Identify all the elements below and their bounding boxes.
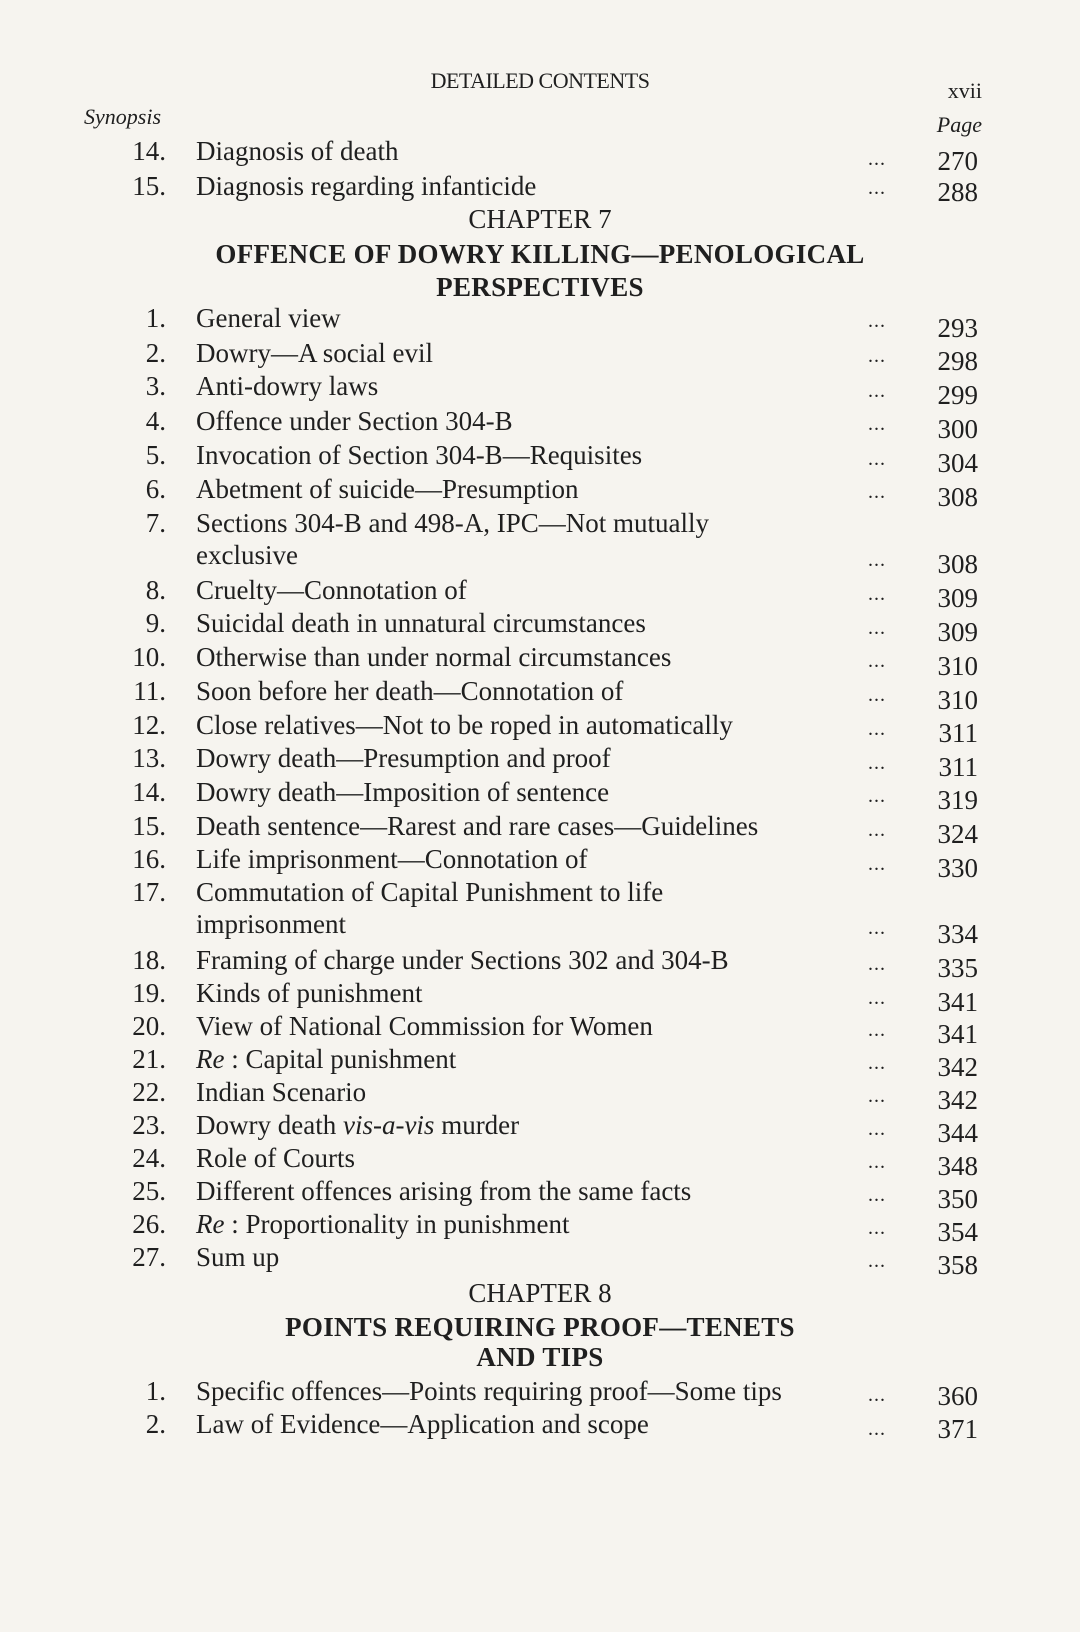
entry-number: 16. bbox=[132, 844, 166, 874]
entry-title: Anti-dowry laws bbox=[196, 371, 379, 401]
leader-dots: ... bbox=[868, 917, 886, 939]
entry-title: Life imprisonment—Connotation of bbox=[196, 844, 588, 874]
entry-title: Offence under Section 304-B bbox=[196, 406, 513, 436]
entry-number: 5. bbox=[145, 440, 166, 470]
entry-title: Role of Courts bbox=[196, 1143, 355, 1173]
entry-number: 19. bbox=[132, 978, 166, 1008]
entry-page: 293 bbox=[937, 313, 978, 343]
entry-title-text: : Capital punishment bbox=[224, 1044, 457, 1074]
entry-page: 300 bbox=[937, 414, 978, 444]
chapter-title-line1: POINTS REQUIRING PROOF—TENETS bbox=[285, 1312, 795, 1342]
entry-page: 334 bbox=[937, 919, 978, 949]
entry-title-continued: exclusive bbox=[196, 540, 298, 570]
entry-title: Cruelty—Connotation of bbox=[196, 575, 467, 605]
entry-page: 299 bbox=[937, 380, 978, 410]
leader-dots: ... bbox=[868, 1052, 886, 1074]
entry-page: 371 bbox=[937, 1414, 978, 1444]
entry-page: 335 bbox=[937, 953, 978, 983]
entry-title-continued: imprisonment bbox=[196, 909, 346, 939]
entry-page: 308 bbox=[937, 482, 978, 512]
entry-page: 309 bbox=[937, 583, 978, 613]
entry-page: 310 bbox=[937, 651, 978, 681]
entry-number: 6. bbox=[145, 474, 166, 504]
entry-title: Otherwise than under normal circumstances bbox=[196, 642, 672, 672]
entry-title-text: : Proportionality in punishment bbox=[224, 1209, 570, 1239]
leader-dots: ... bbox=[868, 177, 886, 199]
entry-number: 13. bbox=[132, 743, 166, 773]
entry-title: Diagnosis regarding infanticide bbox=[196, 171, 537, 201]
entry-number: 25. bbox=[132, 1176, 166, 1206]
entry-title bbox=[196, 1043, 456, 1075]
entry-number: 7. bbox=[145, 508, 166, 538]
leader-dots: ... bbox=[868, 853, 886, 875]
chapter-title-line2: AND TIPS bbox=[476, 1342, 604, 1372]
leader-dots: ... bbox=[868, 785, 886, 807]
entry-title: Dowry death—Presumption and proof bbox=[196, 743, 611, 773]
leader-dots: ... bbox=[868, 413, 886, 435]
entry-number: 8. bbox=[145, 575, 166, 605]
entry-page: 341 bbox=[937, 987, 978, 1017]
entry-page: 350 bbox=[937, 1184, 978, 1214]
entry-number: 23. bbox=[132, 1110, 166, 1140]
entry-number: 22. bbox=[132, 1077, 166, 1107]
re-italic: Re bbox=[196, 1044, 225, 1074]
entry-page: 342 bbox=[937, 1085, 978, 1115]
entry-page: 360 bbox=[937, 1381, 978, 1411]
entry-number: 12. bbox=[132, 710, 166, 740]
entry-title: Close relatives—Not to be roped in automatically bbox=[196, 710, 733, 740]
entry-title-text: Dowry death bbox=[196, 1110, 343, 1140]
entry-page: 270 bbox=[937, 146, 978, 176]
leader-dots: ... bbox=[868, 345, 886, 367]
leader-dots: ... bbox=[868, 1019, 886, 1041]
entry-page: 348 bbox=[937, 1151, 978, 1181]
entry-title: Dowry death—Imposition of sentence bbox=[196, 777, 610, 807]
entry-page: 354 bbox=[937, 1217, 978, 1247]
entry-page: 342 bbox=[937, 1052, 978, 1082]
entry-title: Death sentence—Rarest and rare cases—Guidelines bbox=[196, 811, 759, 841]
entry-title: General view bbox=[196, 303, 341, 333]
entry-page: 319 bbox=[937, 785, 978, 815]
entry-number: 27. bbox=[132, 1242, 166, 1272]
entry-title: Soon before her death—Connotation of bbox=[196, 676, 624, 706]
entry-title: Sections 304-B and 498-A, IPC—Not mutually bbox=[196, 508, 709, 538]
chapter-title-line1: OFFENCE OF DOWRY KILLING—PENOLOGICAL bbox=[215, 239, 865, 269]
leader-dots: ... bbox=[868, 1151, 886, 1173]
leader-dots: ... bbox=[868, 1217, 886, 1239]
entry-page: 311 bbox=[938, 718, 978, 748]
entry-number: 14. bbox=[132, 777, 166, 807]
column-label-synopsis: Synopsis bbox=[84, 104, 161, 129]
entry-title: Suicidal death in unnatural circumstances bbox=[196, 608, 646, 638]
entry-title: Framing of charge under Sections 302 and 304-B bbox=[196, 945, 729, 975]
leader-dots: ... bbox=[868, 617, 886, 639]
entry-title: Invocation of Section 304-B—Requisites bbox=[196, 440, 643, 470]
leader-dots: ... bbox=[868, 684, 886, 706]
entry-title: Abetment of suicide—Presumption bbox=[196, 474, 579, 504]
leader-dots: ... bbox=[868, 718, 886, 740]
leader-dots: ... bbox=[868, 987, 886, 1009]
leader-dots: ... bbox=[868, 650, 886, 672]
entry-number: 21. bbox=[132, 1044, 166, 1074]
leader-dots: ... bbox=[868, 380, 886, 402]
entry-title: Diagnosis of death bbox=[196, 136, 399, 166]
entry-page: 288 bbox=[937, 177, 978, 207]
entry-number: 17. bbox=[132, 877, 166, 907]
entry-title: Kinds of punishment bbox=[196, 978, 423, 1008]
entry-title: Commutation of Capital Punishment to life bbox=[196, 877, 664, 907]
column-label-page: Page bbox=[936, 112, 982, 137]
entry-page: 344 bbox=[937, 1118, 978, 1148]
entry-number: 3. bbox=[145, 371, 166, 401]
entry-title: Sum up bbox=[196, 1242, 280, 1272]
entry-title: Indian Scenario bbox=[196, 1077, 367, 1107]
entry-number: 9. bbox=[145, 608, 166, 638]
entry-title: View of National Commission for Women bbox=[196, 1011, 653, 1041]
entry-title bbox=[196, 1109, 519, 1141]
entry-number: 4. bbox=[145, 406, 166, 436]
page-number-roman: xvii bbox=[947, 78, 982, 103]
leader-dots: ... bbox=[868, 1085, 886, 1107]
entry-number: 11. bbox=[133, 676, 166, 706]
leader-dots: ... bbox=[868, 1184, 886, 1206]
leader-dots: ... bbox=[868, 583, 886, 605]
entry-title: Specific offences—Points requiring proof—Some tips bbox=[196, 1376, 782, 1406]
entry-title: Dowry—A social evil bbox=[196, 338, 433, 368]
entry-page: 304 bbox=[937, 448, 978, 478]
entry-number: 14. bbox=[132, 136, 166, 166]
leader-dots: ... bbox=[868, 148, 886, 170]
leader-dots: ... bbox=[868, 752, 886, 774]
re-italic: Re bbox=[196, 1209, 225, 1239]
entry-number: 1. bbox=[145, 303, 166, 333]
entry-number: 2. bbox=[145, 1409, 166, 1439]
entry-page: 308 bbox=[937, 549, 978, 579]
chapter-title-line2: PERSPECTIVES bbox=[436, 272, 644, 302]
leader-dots: ... bbox=[868, 953, 886, 975]
entry-title: Law of Evidence—Application and scope bbox=[196, 1409, 649, 1439]
entry-page: 341 bbox=[937, 1019, 978, 1049]
vis-a-vis-italic: vis-a-vis bbox=[342, 1110, 435, 1140]
entry-page: 330 bbox=[937, 853, 978, 883]
entry-page: 358 bbox=[937, 1250, 978, 1280]
entry-number: 26. bbox=[132, 1209, 166, 1239]
leader-dots: ... bbox=[868, 1384, 886, 1406]
entry-page: 298 bbox=[937, 346, 978, 376]
leader-dots: ... bbox=[868, 549, 886, 571]
chapter-label: CHAPTER 7 bbox=[468, 204, 612, 234]
leader-dots: ... bbox=[868, 1418, 886, 1440]
entry-title: Different offences arising from the same facts bbox=[196, 1176, 692, 1206]
chapter-label: CHAPTER 8 bbox=[468, 1278, 612, 1308]
entry-title-text-after: murder bbox=[434, 1110, 520, 1140]
leader-dots: ... bbox=[868, 819, 886, 841]
leader-dots: ... bbox=[868, 481, 886, 503]
entry-number: 1. bbox=[145, 1376, 166, 1406]
entry-title bbox=[196, 1208, 569, 1240]
entry-number: 10. bbox=[132, 642, 166, 672]
entry-page: 310 bbox=[937, 685, 978, 715]
page-header-title: DETAILED CONTENTS bbox=[430, 68, 650, 93]
leader-dots: ... bbox=[868, 1118, 886, 1140]
entry-number: 15. bbox=[132, 171, 166, 201]
entry-number: 20. bbox=[132, 1011, 166, 1041]
leader-dots: ... bbox=[868, 448, 886, 470]
entry-number: 2. bbox=[145, 338, 166, 368]
leader-dots: ... bbox=[868, 1250, 886, 1272]
entry-page: 309 bbox=[937, 617, 978, 647]
entry-page: 324 bbox=[937, 819, 978, 849]
entry-number: 18. bbox=[132, 945, 166, 975]
entry-number: 15. bbox=[132, 811, 166, 841]
entry-page: 311 bbox=[938, 752, 978, 782]
leader-dots: ... bbox=[868, 310, 886, 332]
entry-number: 24. bbox=[132, 1143, 166, 1173]
